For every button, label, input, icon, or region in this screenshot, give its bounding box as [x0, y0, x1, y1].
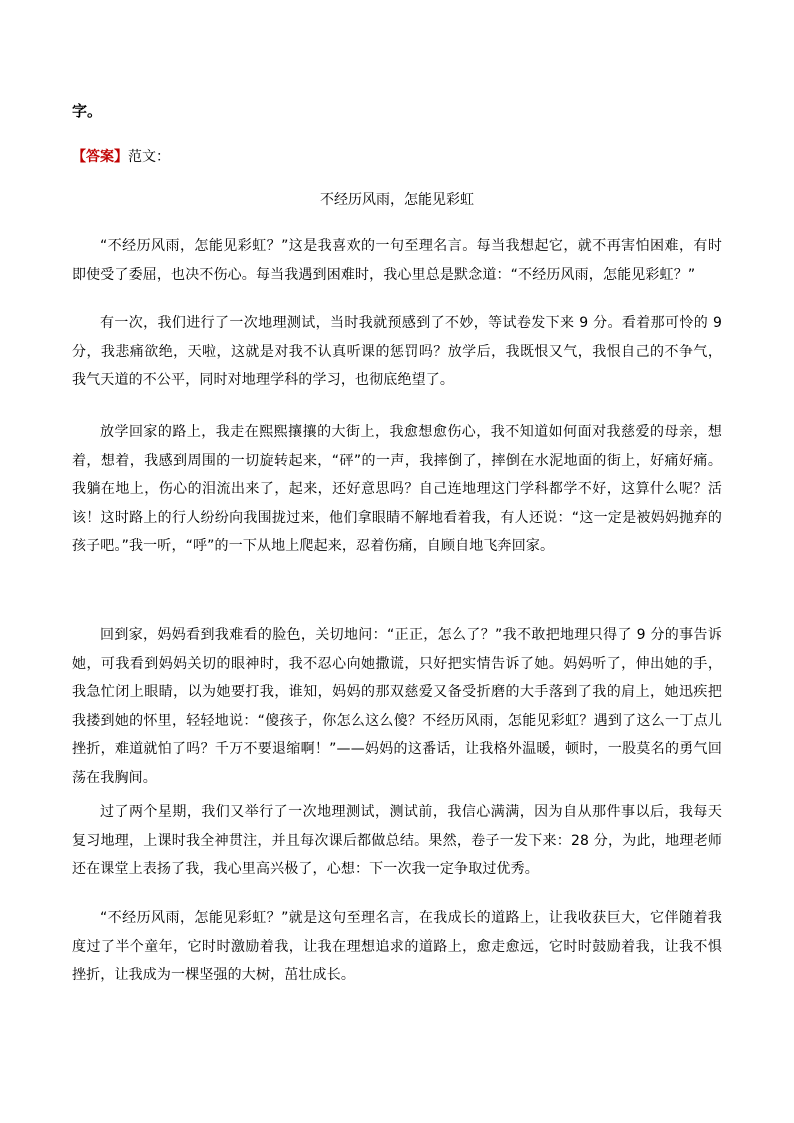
- answer-tag: 【答案】: [72, 149, 128, 165]
- essay-title: 不经历风雨，怎能见彩虹: [320, 192, 474, 208]
- essay-paragraph: “不经历风雨，怎能见彩虹？”就是这句至理名言，在我成长的道路上，让我收获巨大，它伴随着我度过了半个童年，它时时激励着我，让我在理想追求的道路上，愈走愈远，它时时鼓励着我，让我不惧挫折，让我成为一棵坚强的大树，茁壮成长。: [72, 910, 722, 983]
- essay-paragraph: “不经历风雨，怎能见彩虹？”这是我喜欢的一句至理名言。每当我想起它，就不再害怕困难，有时即使受了委屈，也决不伤心。每当我遇到困难时，我心里总是默念道：“不经历风雨，怎能见彩虹？”: [72, 238, 722, 283]
- essay-paragraph: 放学回家的路上，我走在熙熙攘攘的大街上，我愈想愈伤心，我不知道如何面对我慈爱的母亲，想着，想着，我感到周围的一切旋转起来，“砰”的一声，我摔倒了，摔倒在水泥地面的街上，好痛好痛。我躺在地上，伤心的泪流出来了，起来，还好意思吗？自己连地理这门学科都学不好，这算什么呢？活该！这时路上的行人纷纷向我围拢过来，他们拿眼睛不解地看着我，有人还说：“这一定是被妈妈抛弃的孩子吧。”我一听，“呼”的一下从地上爬起来，忍着伤痛，自顾自地飞奔回家。: [72, 424, 722, 554]
- answer-intro: 范文：: [128, 149, 170, 165]
- essay-paragraph: 过了两个星期，我们又举行了一次地理测试，测试前，我信心满满，因为自从那件事以后，我每天复习地理，上课时我全神贯注，并且每次课后都做总结。果然，卷子一发下来：28 分，为此，地理老师还在课堂上表扬了我，我心里高兴极了，心想：下一次我一定争取过优秀。: [72, 804, 722, 877]
- essay-paragraph: 回到家，妈妈看到我难看的脸色，关切地问：“正正，怎么了？”我不敢把地理只得了 9 分的事告诉她，可我看到妈妈关切的眼神时，我不忍心向她撒谎，只好把实情告诉了她。妈妈听了，伸出她的手，我急忙闭上眼睛，以为她要打我，谁知，妈妈的那双慈爱又备受折磨的大手落到了我的肩上，她迅疾把我搂到她的怀里，轻轻地说：“傻孩子，你怎么这么傻？不经历风雨，怎能见彩虹？遇到了这么一丁点儿挫折，难道就怕了吗？千万不要退缩啊！”——妈妈的这番话，让我格外温暖，顿时，一股莫名的勇气回荡在我胸间。: [72, 627, 722, 786]
- essay-paragraph: 有一次，我们进行了一次地理测试，当时我就预感到了不妙，等试卷发下来 9 分。看着那可怜的 9 分，我悲痛欲绝，天啦，这就是对我不认真听课的惩罚吗？放学后，我既恨又气，我恨自己的不争气，我气天道的不公平，同时对地理学科的学习，也彻底绝望了。: [72, 315, 722, 388]
- previous-question-fragment: 字。: [72, 102, 103, 120]
- answer-header: [72, 147, 170, 167]
